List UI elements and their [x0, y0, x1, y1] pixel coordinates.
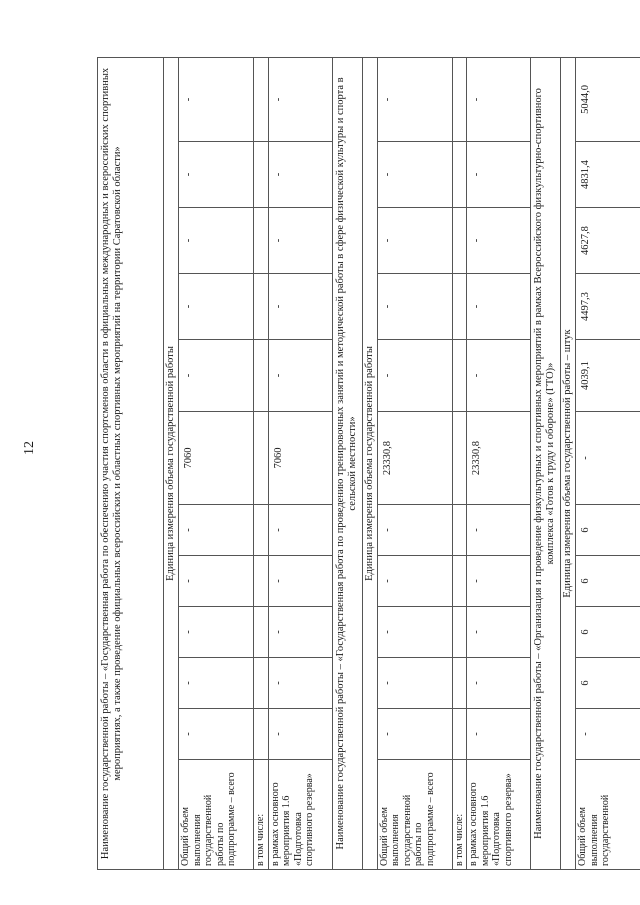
cell-value: -	[179, 658, 254, 709]
row-label: в рамках основного мероприятия 1.6 «Подготовка спортивного резерва»	[467, 760, 531, 870]
cell-value	[254, 142, 269, 208]
table-row	[467, 57, 531, 869]
row-label: в том числе:	[254, 760, 269, 870]
cell-value: 6	[576, 505, 640, 556]
rotated-page	[97, 58, 612, 870]
cell-value: 5044,0	[576, 57, 640, 141]
cell-value: -	[467, 709, 531, 760]
cell-value: -	[179, 340, 254, 412]
cell-value: -	[268, 607, 332, 658]
cell-value: -	[467, 505, 531, 556]
row-label: Общий объем выполнения государственной	[576, 760, 640, 870]
cell-value: -	[268, 658, 332, 709]
table-row	[377, 57, 452, 869]
cell-value	[254, 709, 269, 760]
cell-value	[254, 412, 269, 505]
cell-value: 23330,8	[467, 412, 531, 505]
cell-value	[254, 274, 269, 340]
cell-value: -	[179, 709, 254, 760]
cell-value: -	[467, 658, 531, 709]
section-title-row	[98, 57, 164, 869]
cell-value: -	[268, 208, 332, 274]
cell-value: -	[179, 274, 254, 340]
table-row	[179, 57, 254, 869]
cell-value: -	[377, 142, 452, 208]
cell-value: -	[179, 607, 254, 658]
cell-value: -	[268, 505, 332, 556]
cell-value: -	[268, 274, 332, 340]
unit-row	[561, 57, 576, 869]
cell-value: 4497,3	[576, 274, 640, 340]
cell-value: -	[377, 274, 452, 340]
cell-value: -	[268, 142, 332, 208]
cell-value: -	[268, 556, 332, 607]
cell-value	[452, 340, 467, 412]
cell-value: -	[268, 57, 332, 141]
cell-value	[254, 505, 269, 556]
cell-value: -	[467, 274, 531, 340]
cell-value: -	[179, 505, 254, 556]
row-label: Общий объем выполнения государственной работы по подпрограмме – всего	[179, 760, 254, 870]
table-row	[268, 57, 332, 869]
cell-value: -	[377, 658, 452, 709]
cell-value: 7060	[179, 412, 254, 505]
cell-value: 4627,8	[576, 208, 640, 274]
cell-value	[452, 412, 467, 505]
table-row	[452, 57, 467, 869]
section-title: Наименование государственной работы – «Государственная работа по обеспечению участия спортсменов области в официальных международных и всероссийских спортивных мероприятиях, а также проведение официальных всероссийских и областных спортивных мероприятий на территории Саратовской области»	[98, 57, 164, 869]
cell-value: -	[377, 709, 452, 760]
row-label: в том числе:	[452, 760, 467, 870]
cell-value	[452, 607, 467, 658]
cell-value: -	[576, 412, 640, 505]
unit-label: Единица измерения объема государственной работы – штук	[561, 57, 576, 869]
cell-value: -	[467, 556, 531, 607]
cell-value: -	[377, 57, 452, 141]
cell-value	[452, 505, 467, 556]
section-title-row	[332, 57, 362, 869]
cell-value: 4039,1	[576, 340, 640, 412]
cell-value: -	[179, 208, 254, 274]
cell-value: -	[377, 208, 452, 274]
unit-label: Единица измерения объема государственной работы	[164, 57, 179, 869]
cell-value	[452, 658, 467, 709]
cell-value	[452, 142, 467, 208]
cell-value: 6	[576, 607, 640, 658]
cell-value	[452, 709, 467, 760]
cell-value: 6	[576, 658, 640, 709]
cell-value: -	[377, 607, 452, 658]
cell-value: 7060	[268, 412, 332, 505]
cell-value	[254, 607, 269, 658]
cell-value	[254, 556, 269, 607]
section-title: Наименование государственной работы – «Государственная работа по проведению тренировочных занятий и методической работы в сфере физической культуры и спорта в сельской местности»	[332, 57, 362, 869]
cell-value: -	[377, 340, 452, 412]
cell-value: -	[467, 142, 531, 208]
section-title-row	[531, 57, 561, 869]
cell-value	[254, 340, 269, 412]
cell-value: -	[467, 607, 531, 658]
cell-value: -	[179, 57, 254, 141]
section-title: Наименование государственной работы – «Организация и проведение физкультурных и спортивных мероприятий в рамках Всероссийского физкультурно-спортивного комплекса «Готов к труду и обороне» (ГТО)»	[531, 57, 561, 869]
unit-row	[362, 57, 377, 869]
cell-value	[452, 274, 467, 340]
cell-value	[254, 658, 269, 709]
cell-value	[452, 208, 467, 274]
cell-value: -	[179, 556, 254, 607]
cell-value: -	[467, 57, 531, 141]
page-number: 12	[22, 441, 37, 455]
cell-value: -	[467, 340, 531, 412]
cell-value: -	[467, 208, 531, 274]
cell-value	[254, 208, 269, 274]
cell-value: -	[377, 505, 452, 556]
cell-value: 6	[576, 556, 640, 607]
cell-value	[254, 57, 269, 141]
cell-value	[452, 556, 467, 607]
cell-value: 4831,4	[576, 142, 640, 208]
cell-value: 23330,8	[377, 412, 452, 505]
unit-row	[164, 57, 179, 869]
cell-value: -	[268, 340, 332, 412]
table-row	[576, 57, 640, 869]
row-label: в рамках основного мероприятия 1.6 «Подготовка спортивного резерва»	[268, 760, 332, 870]
unit-label: Единица измерения объема государственной работы	[362, 57, 377, 869]
cell-value: -	[179, 142, 254, 208]
cell-value	[452, 57, 467, 141]
cell-value: -	[576, 709, 640, 760]
table-row	[254, 57, 269, 869]
cell-value: -	[268, 709, 332, 760]
cell-value: -	[377, 556, 452, 607]
row-label: Общий объем выполнения государственной работы по подпрограмме – всего	[377, 760, 452, 870]
indicator-table	[97, 57, 640, 870]
